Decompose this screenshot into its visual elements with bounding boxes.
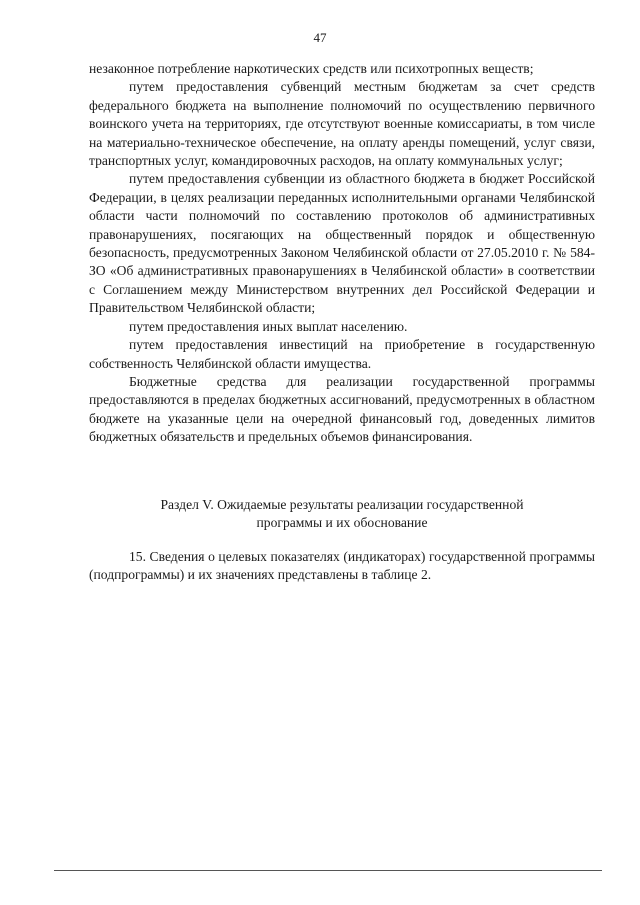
page-number: 47 [313,30,327,45]
paragraph-budget-funds: Бюджетные средства для реализации государственной программы предоставляются в пределах бюджетных ассигнований, предусмотренных в областном бюджете на указанные цели на очередной финансовый год, доведенных лимитов бюджетных обязательств и предельных объемов финансирования. [89,373,595,445]
paragraph-investments: путем предоставления инвестиций на приобретение в государственную собственность Челябинской области имущества. [89,337,595,371]
paragraph-15: 15. Сведения о целевых показателях (индикаторах) государственной программы (подпрограммы) и их значениях представлены в таблице 2. [89,549,595,583]
footer-divider [54,870,602,871]
paragraph-subvention-federal: путем предоставления субвенции из областного бюджета в бюджет Российской Федерации, в целях реализации переданных исполнительными органами Челябинской области части полномочий по составлению протоколов об административных правонарушениях, посягающих на общественный порядок и общественную безопасность, предусмотренных Законом Челябинской области от 27.05.2010 г. № 584-ЗО «Об административных правонарушениях в Челябинской области» в соответствии с Соглашением между Министерством внутренних дел Российской Федерации и Правительством Челябинской области; [89,171,595,316]
paragraph-continuation: незаконное потребление наркотических средств или психотропных веществ; [89,61,534,76]
paragraph-15-block [89,548,595,585]
paragraph-subventions-local: путем предоставления субвенций местным бюджетам за счет средств федерального бюджета на выполнение полномочий по осуществлению первичного воинского учета на территориях, где отсутствуют военные комиссариаты, в том числе на материально-техническое обеспечение, на оплату аренды помещений, услуг связи, транспортных услуг, командировочных расходов, на оплату коммунальных услуг; [89,79,595,169]
paragraph-other-payments: путем предоставления иных выплат населению. [129,318,408,334]
body-text [89,60,595,447]
section-heading-line-1: Раздел V. Ожидаемые результаты реализации государственной [160,497,524,512]
section-heading [89,496,595,533]
section-heading-line-2: программы и их обоснование [256,515,428,531]
